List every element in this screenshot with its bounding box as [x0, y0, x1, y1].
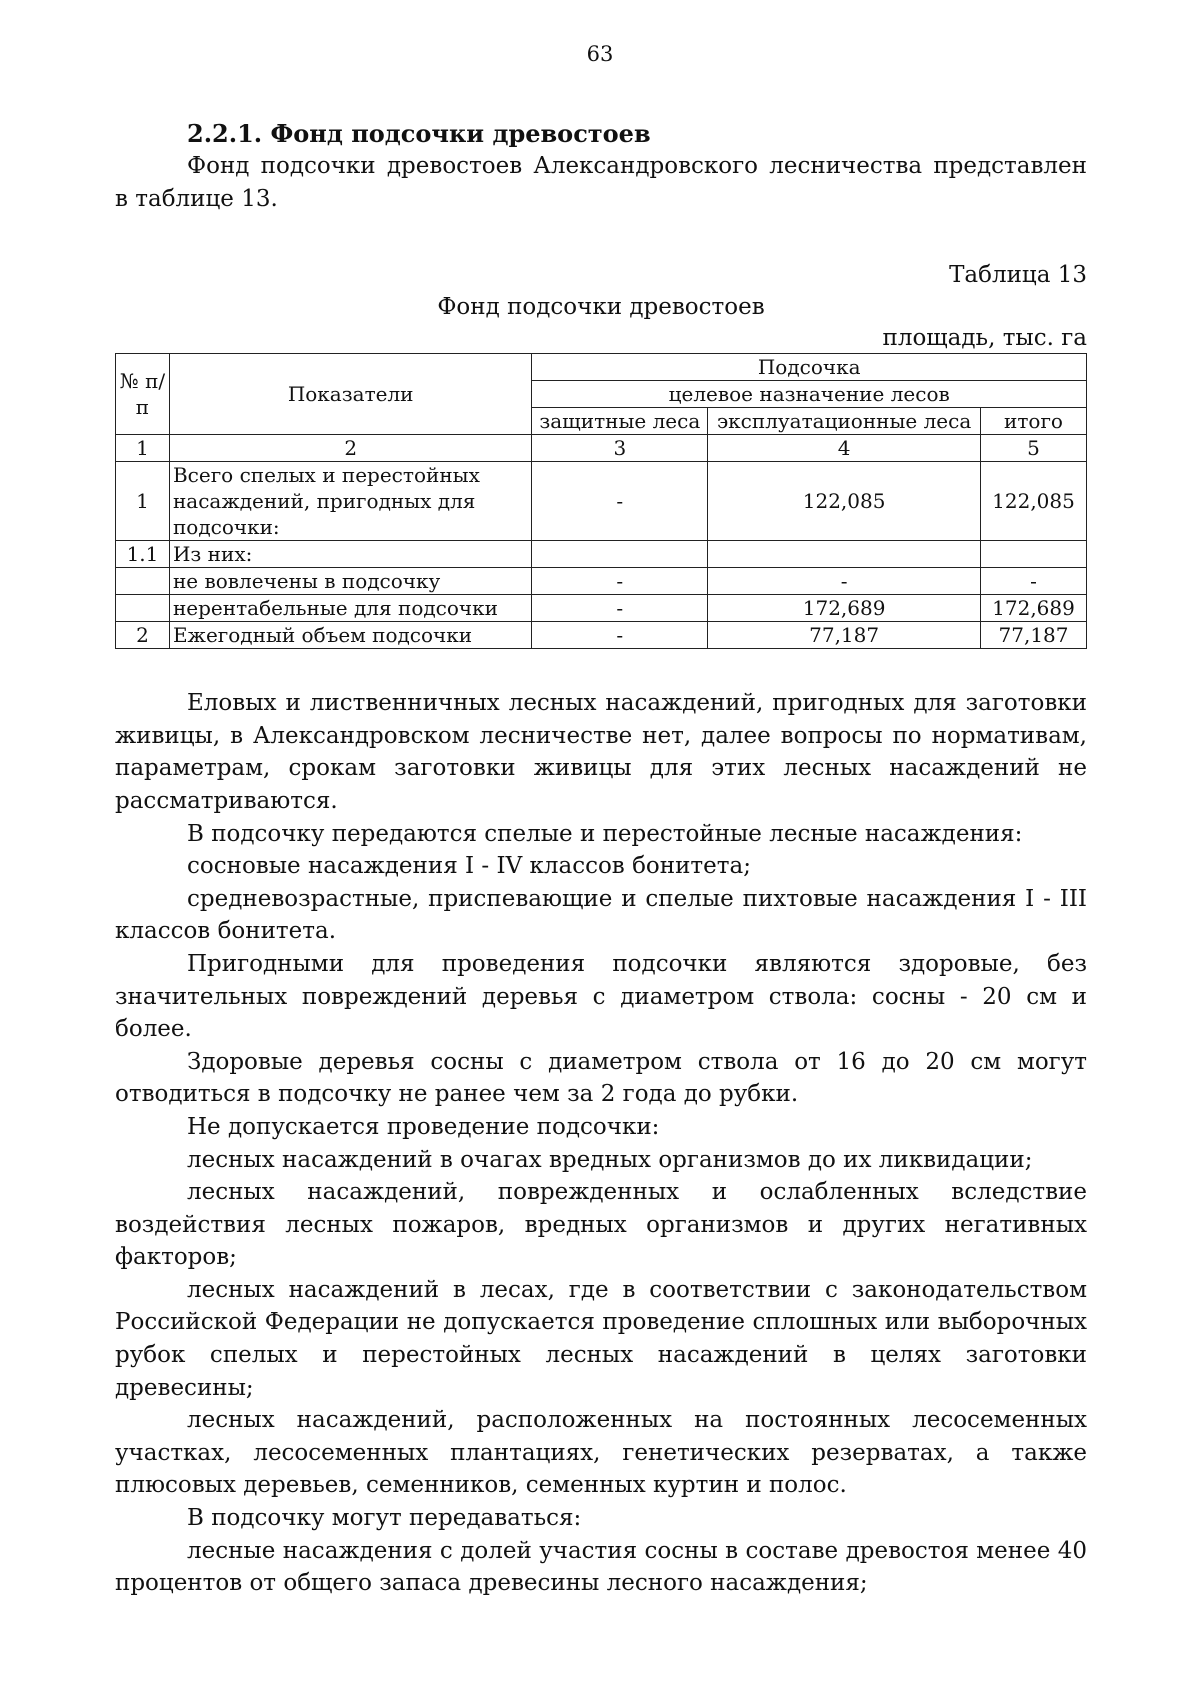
row-num: 1.1 — [116, 541, 170, 568]
row-exploitation: 122,085 — [708, 462, 981, 541]
row-protective: - — [532, 568, 708, 595]
table-row — [116, 622, 1087, 649]
row-exploitation: 77,187 — [708, 622, 981, 649]
row-name: нерентабельные для подсочки — [169, 595, 531, 622]
paragraph: В подсочку могут передаваться: — [187, 1505, 582, 1532]
paragraph: В подсочку передаются спелые и перестойные лесные насаждения: — [187, 820, 1023, 847]
row-name: не вовлечены в подсочку — [169, 568, 531, 595]
row-name: Ежегодный объем подсочки — [169, 622, 531, 649]
header-exploitation: эксплуатационные леса — [708, 408, 981, 435]
row-name: Из них: — [169, 541, 531, 568]
paragraph: лесных насаждений в лесах, где в соответствии с законодательством Российской Федерации не допускается проведение сплошных или выборочных рубок спелых и перестойных лесных насаждений в целях заготовки древесины; — [115, 1276, 1087, 1401]
paragraph: лесных насаждений, расположенных на постоянных лесосеменных участках, лесосеменных плантациях, генетических резерватах, а также плюсовых деревьев, семенников, семенных куртин и полос. — [115, 1407, 1087, 1499]
col-number: 5 — [981, 435, 1087, 462]
section-heading: 2.2.1. Фонд подсочки древостоев — [187, 119, 651, 148]
row-name: Всего спелых и перестойных насаждений, пригодных для подсочки: — [169, 462, 531, 541]
header-protective: защитные леса — [532, 408, 708, 435]
paragraph: лесные насаждения с долей участия сосны в составе древостоя менее 40 процентов от общего запаса древесины лесного насаждения; — [115, 1537, 1087, 1597]
row-num — [116, 568, 170, 595]
paragraph: Пригодными для проведения подсочки являются здоровые, без значительных повреждений деревья с диаметром ствола: сосны - 20 см и более. — [115, 950, 1087, 1043]
row-total: - — [981, 568, 1087, 595]
row-protective: - — [532, 622, 708, 649]
paragraph: средневозрастные, приспевающие и спелые пихтовые насаждения I - III классов бонитета. — [115, 885, 1087, 945]
paragraph: лесных насаждений, поврежденных и ослабленных вследствие воздействия лесных пожаров, вредных организмов и других негативных факторов; — [115, 1179, 1087, 1271]
table-units: площадь, тыс. га — [882, 325, 1087, 352]
row-exploitation: - — [708, 568, 981, 595]
header-row — [116, 354, 1087, 381]
column-number-row — [116, 435, 1087, 462]
row-total — [981, 541, 1087, 568]
page-content — [115, 118, 1087, 1600]
row-exploitation — [708, 541, 981, 568]
header-indicators: Показатели — [169, 354, 531, 435]
header-tapping: Подсочка — [532, 354, 1087, 381]
row-protective: - — [532, 595, 708, 622]
table-row — [116, 568, 1087, 595]
row-protective: - — [532, 462, 708, 541]
row-num — [116, 595, 170, 622]
header-num: № п/п — [116, 354, 170, 435]
table-row — [116, 595, 1087, 622]
row-num: 1 — [116, 462, 170, 541]
col-number: 2 — [169, 435, 531, 462]
paragraph: лесных насаждений в очагах вредных организмов до их ликвидации; — [187, 1146, 1033, 1173]
row-total: 172,689 — [981, 595, 1087, 622]
row-total: 122,085 — [981, 462, 1087, 541]
data-table — [115, 353, 1087, 649]
section-intro: Фонд подсочки древостоев Александровского лесничества представлен в таблице 13. — [115, 153, 1087, 212]
table-row — [116, 462, 1087, 541]
table-label: Таблица 13 — [949, 262, 1087, 289]
row-exploitation: 172,689 — [708, 595, 981, 622]
paragraph: сосновые насаждения I - IV классов бонитета; — [187, 853, 751, 880]
table-row — [116, 541, 1087, 568]
paragraph: Не допускается проведение подсочки: — [187, 1113, 660, 1140]
header-total: итого — [981, 408, 1087, 435]
col-number: 4 — [708, 435, 981, 462]
paragraph: Здоровые деревья сосны с диаметром ствола от 16 до 20 см могут отводиться в подсочку не ранее чем за 2 года до рубки. — [115, 1048, 1087, 1108]
body-text — [115, 687, 1087, 1600]
col-number: 1 — [116, 435, 170, 462]
header-purpose: целевое назначение лесов — [532, 381, 1087, 408]
row-total: 77,187 — [981, 622, 1087, 649]
row-protective — [532, 541, 708, 568]
page-number: 63 — [586, 42, 614, 66]
col-number: 3 — [532, 435, 708, 462]
table-title: Фонд подсочки древостоев — [437, 294, 765, 321]
paragraph: Еловых и лиственничных лесных насаждений, пригодных для заготовки живицы, в Александровском лесничестве нет, далее вопросы по нормативам, параметрам, срокам заготовки живицы для этих лесных насаждений не рассматриваются. — [115, 690, 1087, 814]
row-num: 2 — [116, 622, 170, 649]
